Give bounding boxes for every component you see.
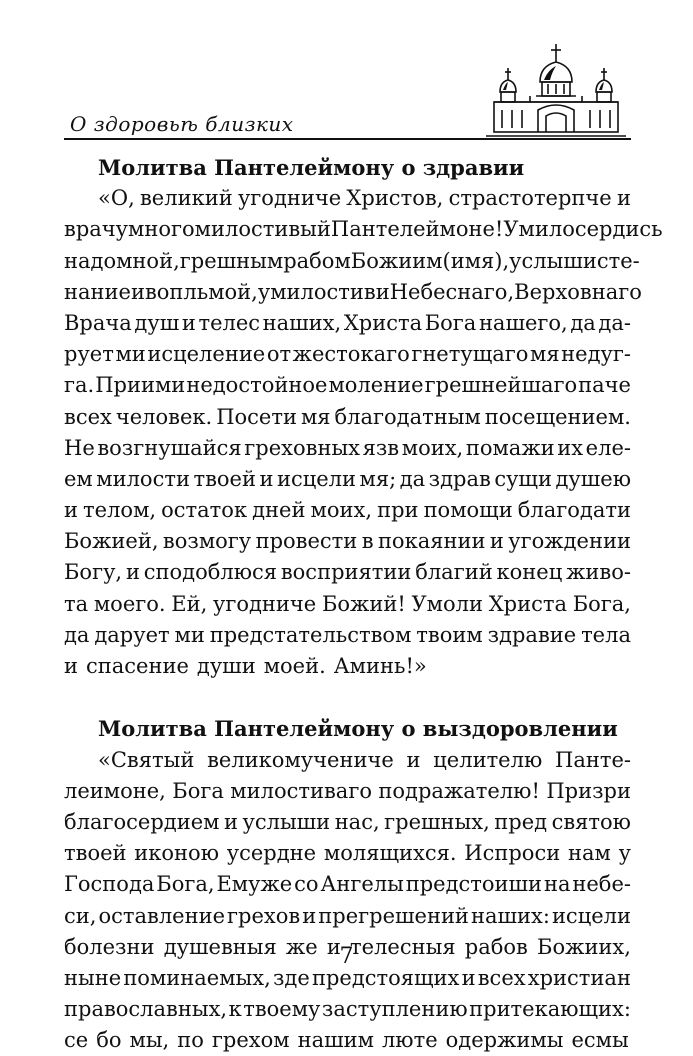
text-line: «О, великий угодниче Христов, страстотерпче и (98, 186, 631, 211)
text-line: благосердием и услыши нас, грешных, пред святою (64, 809, 631, 834)
text-line: Божией, возмогу провести в покаянии и угождении (64, 529, 631, 554)
text-line: православных, к твоему заступлению притекающих: (64, 997, 631, 1022)
text-line: Богу, и сподоблюся восприятии благий конец живо- (64, 560, 631, 585)
section-heading: Молитва Пантелеймону о здравии (98, 155, 525, 180)
header-rule (64, 138, 631, 140)
body-text (64, 152, 663, 1056)
text-line: нание и вопль мой, умилостиви Небеснаго, Верховнаго (64, 279, 642, 304)
section-heading: Молитва Пантелеймону о выздоровлении (98, 716, 618, 742)
text-line: и спасение души моей. Аминь!» (64, 654, 427, 678)
running-head: О здоровьѣ близких (70, 112, 294, 136)
text-line: надо мной, грешным рабом Божиим (имя), услыши сте- (64, 248, 640, 273)
text-line: та моего. Ей, угодниче Божий! Умоли Христа Бога, (64, 591, 631, 616)
text-line: всех человек. Посети мя благодатным посещением. (64, 404, 631, 429)
text-line: ем милости твоей и исцели мя; да здрав сущи душею (64, 466, 631, 491)
cathedral-illustration (478, 40, 634, 140)
text-line: рует ми исцеление от жестокаго гнетущаго мя недуг- (64, 342, 631, 367)
text-line: твоей иконою усердне молящихся. Испроси нам у (64, 841, 631, 866)
text-line: ныне поминаемых, зде предстоящих и всех христиан (64, 965, 631, 990)
text-line: врачу многомилостивый Пантелеймоне! Умилосердись (64, 217, 663, 242)
text-line: Врача душ и телес наших, Христа Бога нашего, да да- (64, 310, 631, 335)
text-line: и телом, остаток дней моих, при помощи благодати (64, 498, 631, 523)
text-line: Не возгнушайся греховных язв моих, помажи их еле- (64, 435, 631, 460)
section-gap (64, 682, 631, 713)
text-line: болезни душевныя же и телесныя рабов Божиих, (64, 934, 631, 959)
text-line: се бо мы, по грехом нашим люте одержимы есмы (64, 1028, 629, 1053)
text-line: га. Приими недостойное моление грешнейшаго паче (64, 373, 631, 398)
text-line: леимоне, Бога милостиваго подражателю! Призри (64, 778, 631, 803)
text-line: да дарует ми предстательством твоим здравие тела (64, 622, 631, 647)
page-number: 7 (339, 944, 354, 969)
text-line: си, оставление грехов и прегрешений наших: исцели (64, 903, 631, 928)
text-line: «Святый великомучениче и целителю Панте- (98, 747, 631, 772)
text-line: Господа Бога, Емуже со Ангелы предстоиши на небе- (64, 872, 631, 897)
